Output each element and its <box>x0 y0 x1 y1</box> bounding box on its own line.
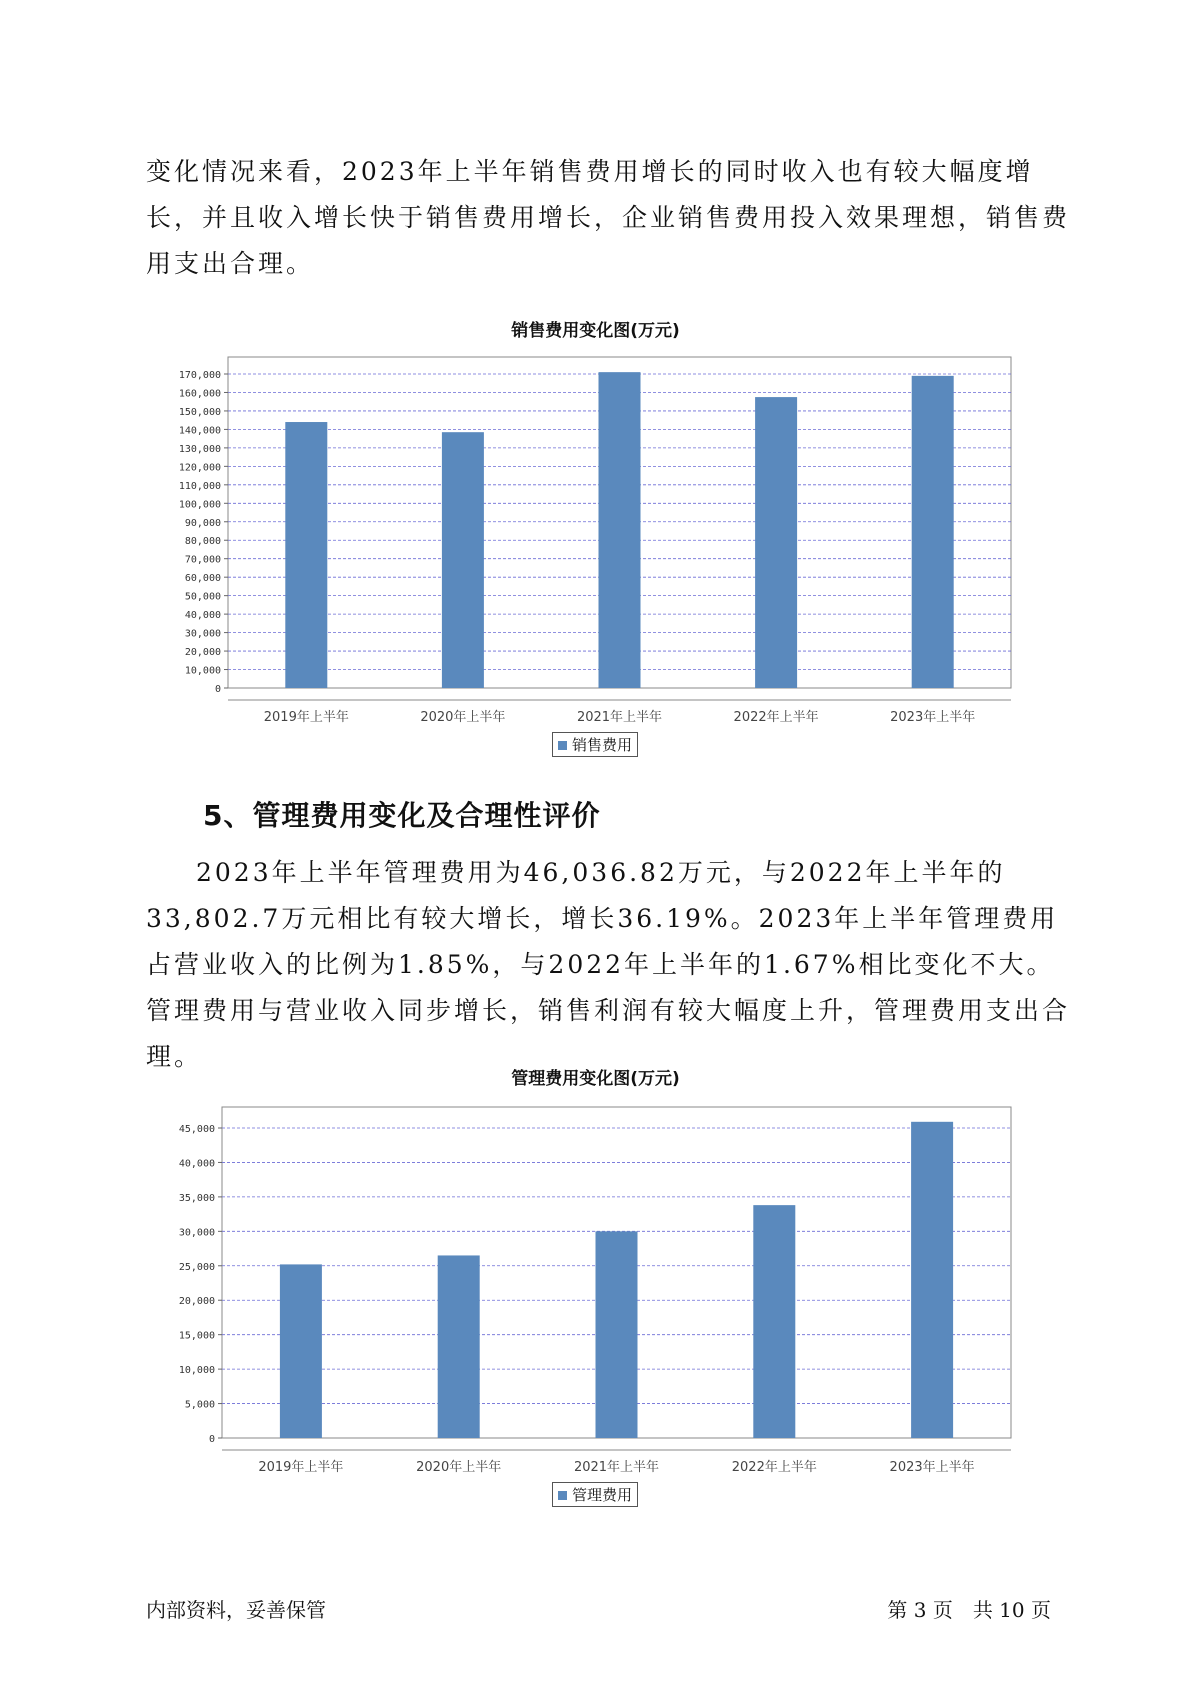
y-tick-label: 120,000 <box>178 462 221 474</box>
bar <box>438 1255 480 1438</box>
bar <box>911 1122 953 1438</box>
bar <box>285 422 327 688</box>
y-tick-label: 40,000 <box>178 1158 215 1170</box>
legend-sales <box>552 732 638 757</box>
y-tick-label: 15,000 <box>178 1330 215 1342</box>
y-tick-label: 30,000 <box>178 1227 215 1239</box>
bar <box>753 1205 795 1438</box>
x-tick-label: 2022年上半年 <box>731 1460 817 1475</box>
y-tick-label: 90,000 <box>184 517 221 529</box>
y-tick-label: 70,000 <box>184 554 221 566</box>
legend-label: 销售费用 <box>572 736 633 754</box>
x-tick-label: 2022年上半年 <box>733 710 819 725</box>
y-tick-label: 170,000 <box>178 370 221 381</box>
x-tick-label: 2021年上半年 <box>573 1460 660 1475</box>
y-tick-label: 0 <box>214 684 221 695</box>
x-tick-label: 2023年上半年 <box>890 710 976 725</box>
y-tick-label: 35,000 <box>178 1192 215 1204</box>
y-tick-label: 80,000 <box>184 536 221 548</box>
bar <box>912 376 954 688</box>
y-tick-label: 100,000 <box>178 499 221 511</box>
y-tick-label: 50,000 <box>184 591 221 603</box>
y-tick-label: 45,000 <box>178 1124 215 1135</box>
bar <box>442 432 484 688</box>
legend-swatch <box>558 741 567 750</box>
body-paragraph: 2023年上半年管理费用为46,036.82万元，与2022年上半年的33,802.7万元相比有较大增长，增长36.19%。2023年上半年管理费用占营业收入的比例为1.85%，与2022年上半年的1.67%相比变化不大。管理费用与营业收入同步增长，销售利润有较大幅度上升，管理费用支出合理。 <box>146 858 1071 1071</box>
x-tick-label: 2019年上半年 <box>258 1460 344 1475</box>
y-tick-label: 20,000 <box>184 647 221 659</box>
legend-admin <box>552 1482 638 1507</box>
y-tick-label: 40,000 <box>184 610 221 622</box>
y-tick-label: 60,000 <box>184 573 221 585</box>
bar <box>280 1264 322 1438</box>
bar <box>599 372 641 688</box>
y-tick-label: 140,000 <box>178 425 221 437</box>
page-number: 第 3 页 共 10 页 <box>887 1598 1051 1622</box>
chart-title-sales: 销售费用变化图(万元) <box>511 321 680 341</box>
section-heading: 5、管理费用变化及合理性评价 <box>203 799 601 832</box>
bar <box>755 397 797 688</box>
y-tick-label: 150,000 <box>178 406 221 418</box>
y-tick-label: 110,000 <box>178 480 221 492</box>
y-tick-label: 30,000 <box>184 628 221 640</box>
y-tick-label: 5,000 <box>184 1399 215 1411</box>
bar <box>596 1231 638 1438</box>
y-tick-label: 25,000 <box>178 1261 215 1273</box>
legend-label: 管理费用 <box>572 1486 633 1504</box>
x-tick-label: 2020年上半年 <box>416 1460 502 1475</box>
body-paragraph: 变化情况来看，2023年上半年销售费用增长的同时收入也有较大幅度增长，并且收入增长快于销售费用增长，企业销售费用投入效果理想，销售费用支出合理。 <box>146 157 1071 278</box>
legend-swatch <box>558 1491 567 1500</box>
chart-admin-expense <box>0 1102 1191 1482</box>
y-tick-label: 130,000 <box>178 443 221 455</box>
y-tick-label: 160,000 <box>178 388 221 400</box>
chart-title-admin: 管理费用变化图(万元) <box>511 1069 680 1089</box>
chart-sales-expense <box>0 350 1191 730</box>
x-tick-label: 2023年上半年 <box>889 1460 975 1475</box>
x-tick-label: 2020年上半年 <box>420 710 506 725</box>
x-tick-label: 2021年上半年 <box>576 710 663 725</box>
x-tick-label: 2019年上半年 <box>263 710 349 725</box>
footer-note: 内部资料，妥善保管 <box>146 1598 326 1622</box>
y-tick-label: 20,000 <box>178 1296 215 1308</box>
y-tick-label: 10,000 <box>184 665 221 677</box>
y-tick-label: 0 <box>208 1434 215 1445</box>
y-tick-label: 10,000 <box>178 1365 215 1377</box>
